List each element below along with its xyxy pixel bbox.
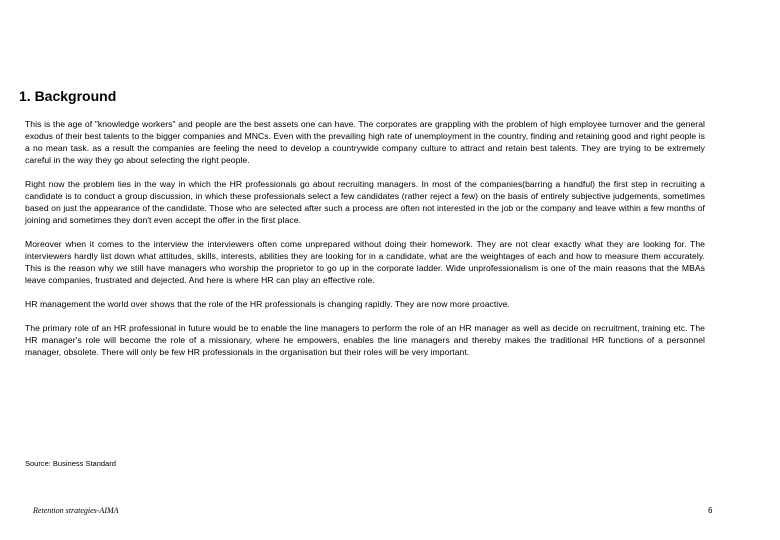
page-number: 6 — [708, 506, 713, 515]
section-heading: 1. Background — [19, 88, 117, 104]
paragraph-1: This is the age of "knowledge workers" and people are the best assets one can have. The corporates are grappling with the problem of high employee turnover and the general exodus of their best talents to the bigger companies and MNCs. Even with the prevailing high rate of unemployment in the country, finding and retaining good and right people is a no mean task. as a result the companies are feeling the need to develop a countrywide company culture to attract and retain best talents. They are trying to be extremely careful in the way they go about selecting the right people. — [25, 119, 705, 165]
footer-title: Retention strategies-AIMA — [33, 506, 119, 515]
body-text — [25, 118, 705, 370]
paragraph-3: Moreover when it comes to the interview the interviewers often come unprepared without doing their homework. They are not clear exactly what they are looking for. The interviewers hardly list down what attitudes, skills, interests, abilities they are looking for in a candidate, what are the weightages of each and how to measure them accurately. This is the reason why we still have managers who worship the proprietor to go up in the corporate ladder. Wide unprofessionalism is one of the main reasons that the MBAs leave companies, frustrated and dejected. And here is where HR can play an effective role. — [25, 239, 705, 285]
paragraph-4: HR management the world over shows that the role of the HR professionals is changing rapidly. They are now more proactive. — [25, 299, 510, 309]
paragraph-5: The primary role of an HR professional in future would be to enable the line managers to perform the role of an HR manager as well as decide on recruitment, training etc. The HR manager's role will become the role of a missionary, where he empowers, enables the line managers and thereby makes the traditional HR functions of a personnel manager, obsolete. There will only be few HR professionals in the organisation but their roles will be very important. — [25, 323, 705, 357]
paragraph-2: Right now the problem lies in the way in which the HR professionals go about recruiting managers. In most of the companies(barring a handful) the first step in recruiting a candidate is to conduct a group discussion, in which these professionals select a few candidates (rather reject a few) on the basis of entirely subjective judgements, sometimes based on just the appearance of the candidate. Those who are selected after such a process are often not interested in the job or the company and leave within a few months of joining and sometimes they don't even accept the offer in the first place. — [25, 179, 705, 225]
source-note: Source: Business Standard — [25, 459, 116, 468]
